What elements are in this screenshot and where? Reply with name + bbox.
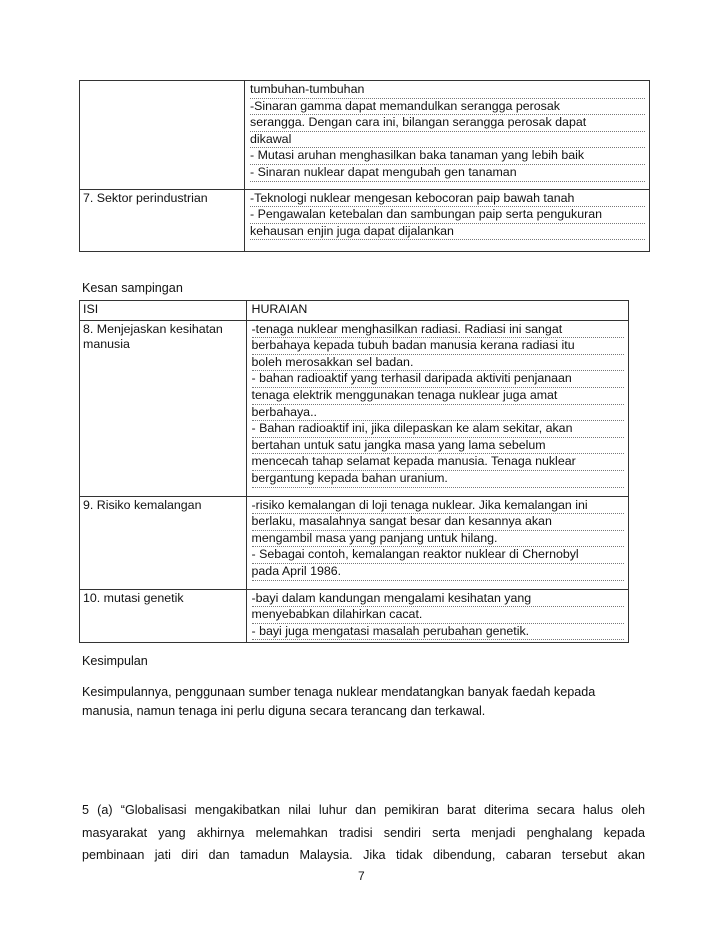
text-line: [252, 488, 624, 494]
text-line: pada April 1986.: [252, 564, 624, 581]
text-line: 10. mutasi genetik: [83, 590, 184, 605]
text-line: mencecah tahap selamat kepada manusia. Tenaga nuklear: [252, 454, 624, 471]
table-row: [80, 496, 629, 589]
text-line: - Pengawalan ketebalan dan sambungan paip serta pengukuran: [250, 207, 645, 224]
table-cell-isi: [80, 496, 247, 589]
question-5-paragraph: [82, 799, 645, 867]
text-line: berlaku, masalahnya sangat besar dan kesannya akan: [252, 514, 624, 531]
text-line: dikawal: [250, 132, 645, 149]
text-line: 8. Menjejaskan kesihatan: [83, 321, 223, 336]
text-line: - Bahan radioaktif ini, jika dilepaskan ke alam sekitar, akan: [252, 421, 624, 438]
text-line: - bayi juga mengatasi masalah perubahan genetik.: [252, 624, 624, 641]
text-line: [250, 240, 645, 249]
text-line: serangga. Dengan cara ini, bilangan serangga perosak dapat: [250, 115, 645, 132]
paragraph-line: Kesimpulannya, penggunaan sumber tenaga nuklear mendatangkan banyak faedah kepada: [82, 685, 596, 699]
table-row: [80, 589, 629, 643]
text-line: -tenaga nuklear menghasilkan radiasi. Radiasi ini sangat: [252, 322, 624, 339]
table-cell-huraian: [245, 189, 650, 252]
table-cell-huraian: [245, 81, 650, 190]
table-cell-huraian: [246, 589, 628, 643]
text-line: - Mutasi aruhan menghasilkan baka tanaman yang lebih baik: [250, 148, 645, 165]
table-row: [80, 81, 650, 190]
paragraph-line: pembinaan jati diri dan tamadun Malaysia. Jika tidak dibendung, cabaran tersebut akan: [82, 848, 645, 862]
text-line: berbahaya..: [252, 405, 624, 422]
table-row: [80, 320, 629, 496]
text-line: -bayi dalam kandungan mengalami kesihatan yang: [252, 591, 624, 608]
text-line: - Sinaran nuklear dapat mengubah gen tanaman: [250, 165, 645, 182]
page-number: 7: [358, 869, 365, 883]
table-manfaat-continued: [79, 80, 650, 252]
table-cell-isi: [80, 81, 245, 190]
table-cell-isi: [80, 589, 247, 643]
text-line: -risiko kemalangan di loji tenaga nuklear. Jika kemalangan ini: [252, 498, 624, 515]
table-cell-isi: 7. Sektor perindustrian: [80, 189, 245, 252]
text-line: manusia: [83, 337, 130, 352]
text-line: boleh merosakkan sel badan.: [252, 355, 624, 372]
text-line: -Sinaran gamma dapat memandulkan serangga perosak: [250, 99, 645, 116]
table-cell-huraian: [246, 320, 628, 496]
column-header-isi: ISI: [80, 301, 247, 321]
section-heading-kesimpulan: Kesimpulan: [82, 654, 148, 668]
table-header-row: [80, 301, 629, 321]
text-line: kehausan enjin juga dapat dijalankan: [250, 224, 645, 241]
column-header-huraian: HURAIAN: [246, 301, 628, 321]
kesimpulan-paragraph: [82, 683, 642, 721]
table-row: [80, 189, 650, 252]
paragraph-line: masyarakat yang akhirnya melemahkan tradisi sendiri serta menjadi penghalang kepada: [82, 825, 645, 840]
text-line: [252, 581, 624, 587]
text-line: 9. Risiko kemalangan: [83, 497, 202, 512]
text-line: - Sebagai contoh, kemalangan reaktor nuklear di Chernobyl: [252, 547, 624, 564]
paragraph-line: manusia, namun tenaga ini perlu diguna secara terancang dan terkawal.: [82, 704, 486, 718]
table-kesan-sampingan: [79, 300, 629, 643]
text-line: menyebabkan dilahirkan cacat.: [252, 607, 624, 624]
text-line: tenaga elektrik menggunakan tenaga nuklear juga amat: [252, 388, 624, 405]
text-line: bertahan untuk satu jangka masa yang lama sebelum: [252, 438, 624, 455]
text-line: bergantung kepada bahan uranium.: [252, 471, 624, 488]
text-line: - bahan radioaktif yang terhasil daripada aktiviti penjanaan: [252, 371, 624, 388]
text-line: tumbuhan-tumbuhan: [250, 82, 645, 99]
text-line: [250, 182, 645, 187]
text-line: -Teknologi nuklear mengesan kebocoran paip bawah tanah: [250, 191, 645, 208]
table-cell-huraian: [246, 496, 628, 589]
text-line: mengambil masa yang panjang untuk hilang.: [252, 531, 624, 548]
paragraph-line: 5 (a) “Globalisasi mengakibatkan nilai luhur dan pemikiran barat diterima secara halus oleh: [82, 803, 645, 817]
section-heading-kesan: Kesan sampingan: [82, 281, 183, 295]
table-cell-isi: [80, 320, 247, 496]
text-line: berbahaya kepada tubuh badan manusia kerana radiasi itu: [252, 338, 624, 355]
